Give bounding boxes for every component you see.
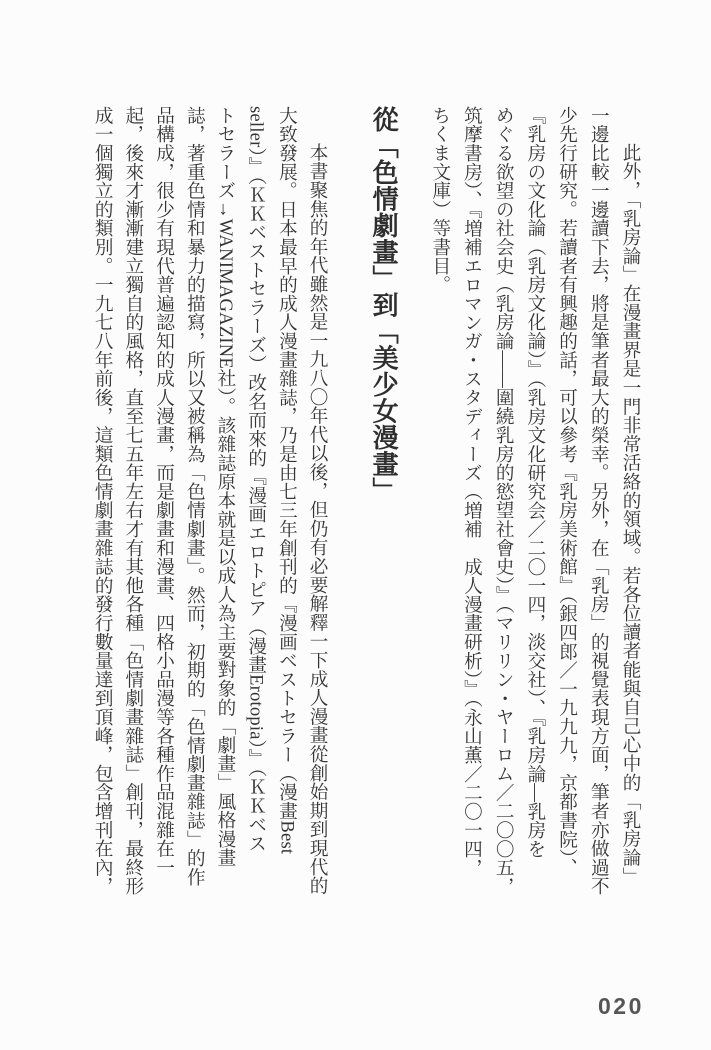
section-title: 從「色情劇畫」到「美少女漫畫」	[369, 106, 399, 504]
text-column-line: 起，後來才漸漸建立獨自的風格，直至七五年左右才有其他各種「色情劇畫雜誌」創刊，最終形	[122, 106, 144, 896]
text-column-line: めぐる欲望の社会史（乳房論――圍繞乳房的慾望社會史）』（マリリン・ヤーロム／二〇〇五，	[493, 106, 515, 896]
text-column-line: seller）』（ＫＫベストセラーズ）改名而來的『漫画エロトピア（漫畫Erotopia）』（ＫＫベス	[245, 106, 267, 853]
text-column-line: ちくま文庫）等書目。	[429, 106, 451, 294]
body-paragraph	[86, 106, 332, 906]
text-column-line: トセラーズ→WANIMAGAZINE社）。該雜誌原本就是以成人為主要對象的「劇畫」風格漫畫	[214, 106, 236, 868]
text-column-line: 誌，著重色情和暴力的描寫，所以又被稱為「色情劇畫」。然而，初期的「色情劇畫雜誌」的作	[184, 106, 206, 887]
text-column-line: 大致發展。日本最早的成人漫畫雜誌，乃是由七三年創刊的『漫画ベストセラー（漫畫Best	[276, 106, 298, 855]
page-number: 020	[598, 993, 644, 1019]
text-column-line: 一邊比較一邊讀下去，將是筆者最大的榮幸。另外，在「乳房」的視覺表現方面，筆者亦做過不	[588, 106, 610, 896]
text-column-line: 品構成，很少有現代普遍認知的成人漫畫，而是劇畫和漫畫、四格小品漫等各種作品混雜在一	[153, 106, 175, 877]
text-column-line: 本書聚焦的年代雖然是一九八〇年代以後，但仍有必要解釋一下成人漫畫從創始期到現代的	[307, 143, 329, 896]
text-column-line: 成一個獨立的類別。一九七八年前後，這類色情劇畫雜誌的發行數量達到頂峰，包含增刊在內，	[92, 106, 114, 896]
intro-paragraph	[424, 106, 646, 906]
text-column-line: 此外，「乳房論」在漫畫界是一門非常活絡的領域。若各位讀者能與自己心中的「乳房論」	[620, 143, 641, 886]
text-column-line: 『乳房の文化論（乳房文化論）』（乳房文化研究会／二〇一四，淡交社）、『乳房論―乳房を	[524, 106, 546, 859]
text-column-line: 筑摩書房）、『増補エロマンガ・スタディーズ（増補 成人漫畫研析）』（永山薫／二〇一四，	[461, 106, 483, 878]
page-text-content	[86, 106, 646, 906]
text-column-line: 少先行研究。若讀者有興趣的話，可以參考『乳房美術館』（銀四郎／一九九九，京都書院）、	[556, 106, 578, 877]
